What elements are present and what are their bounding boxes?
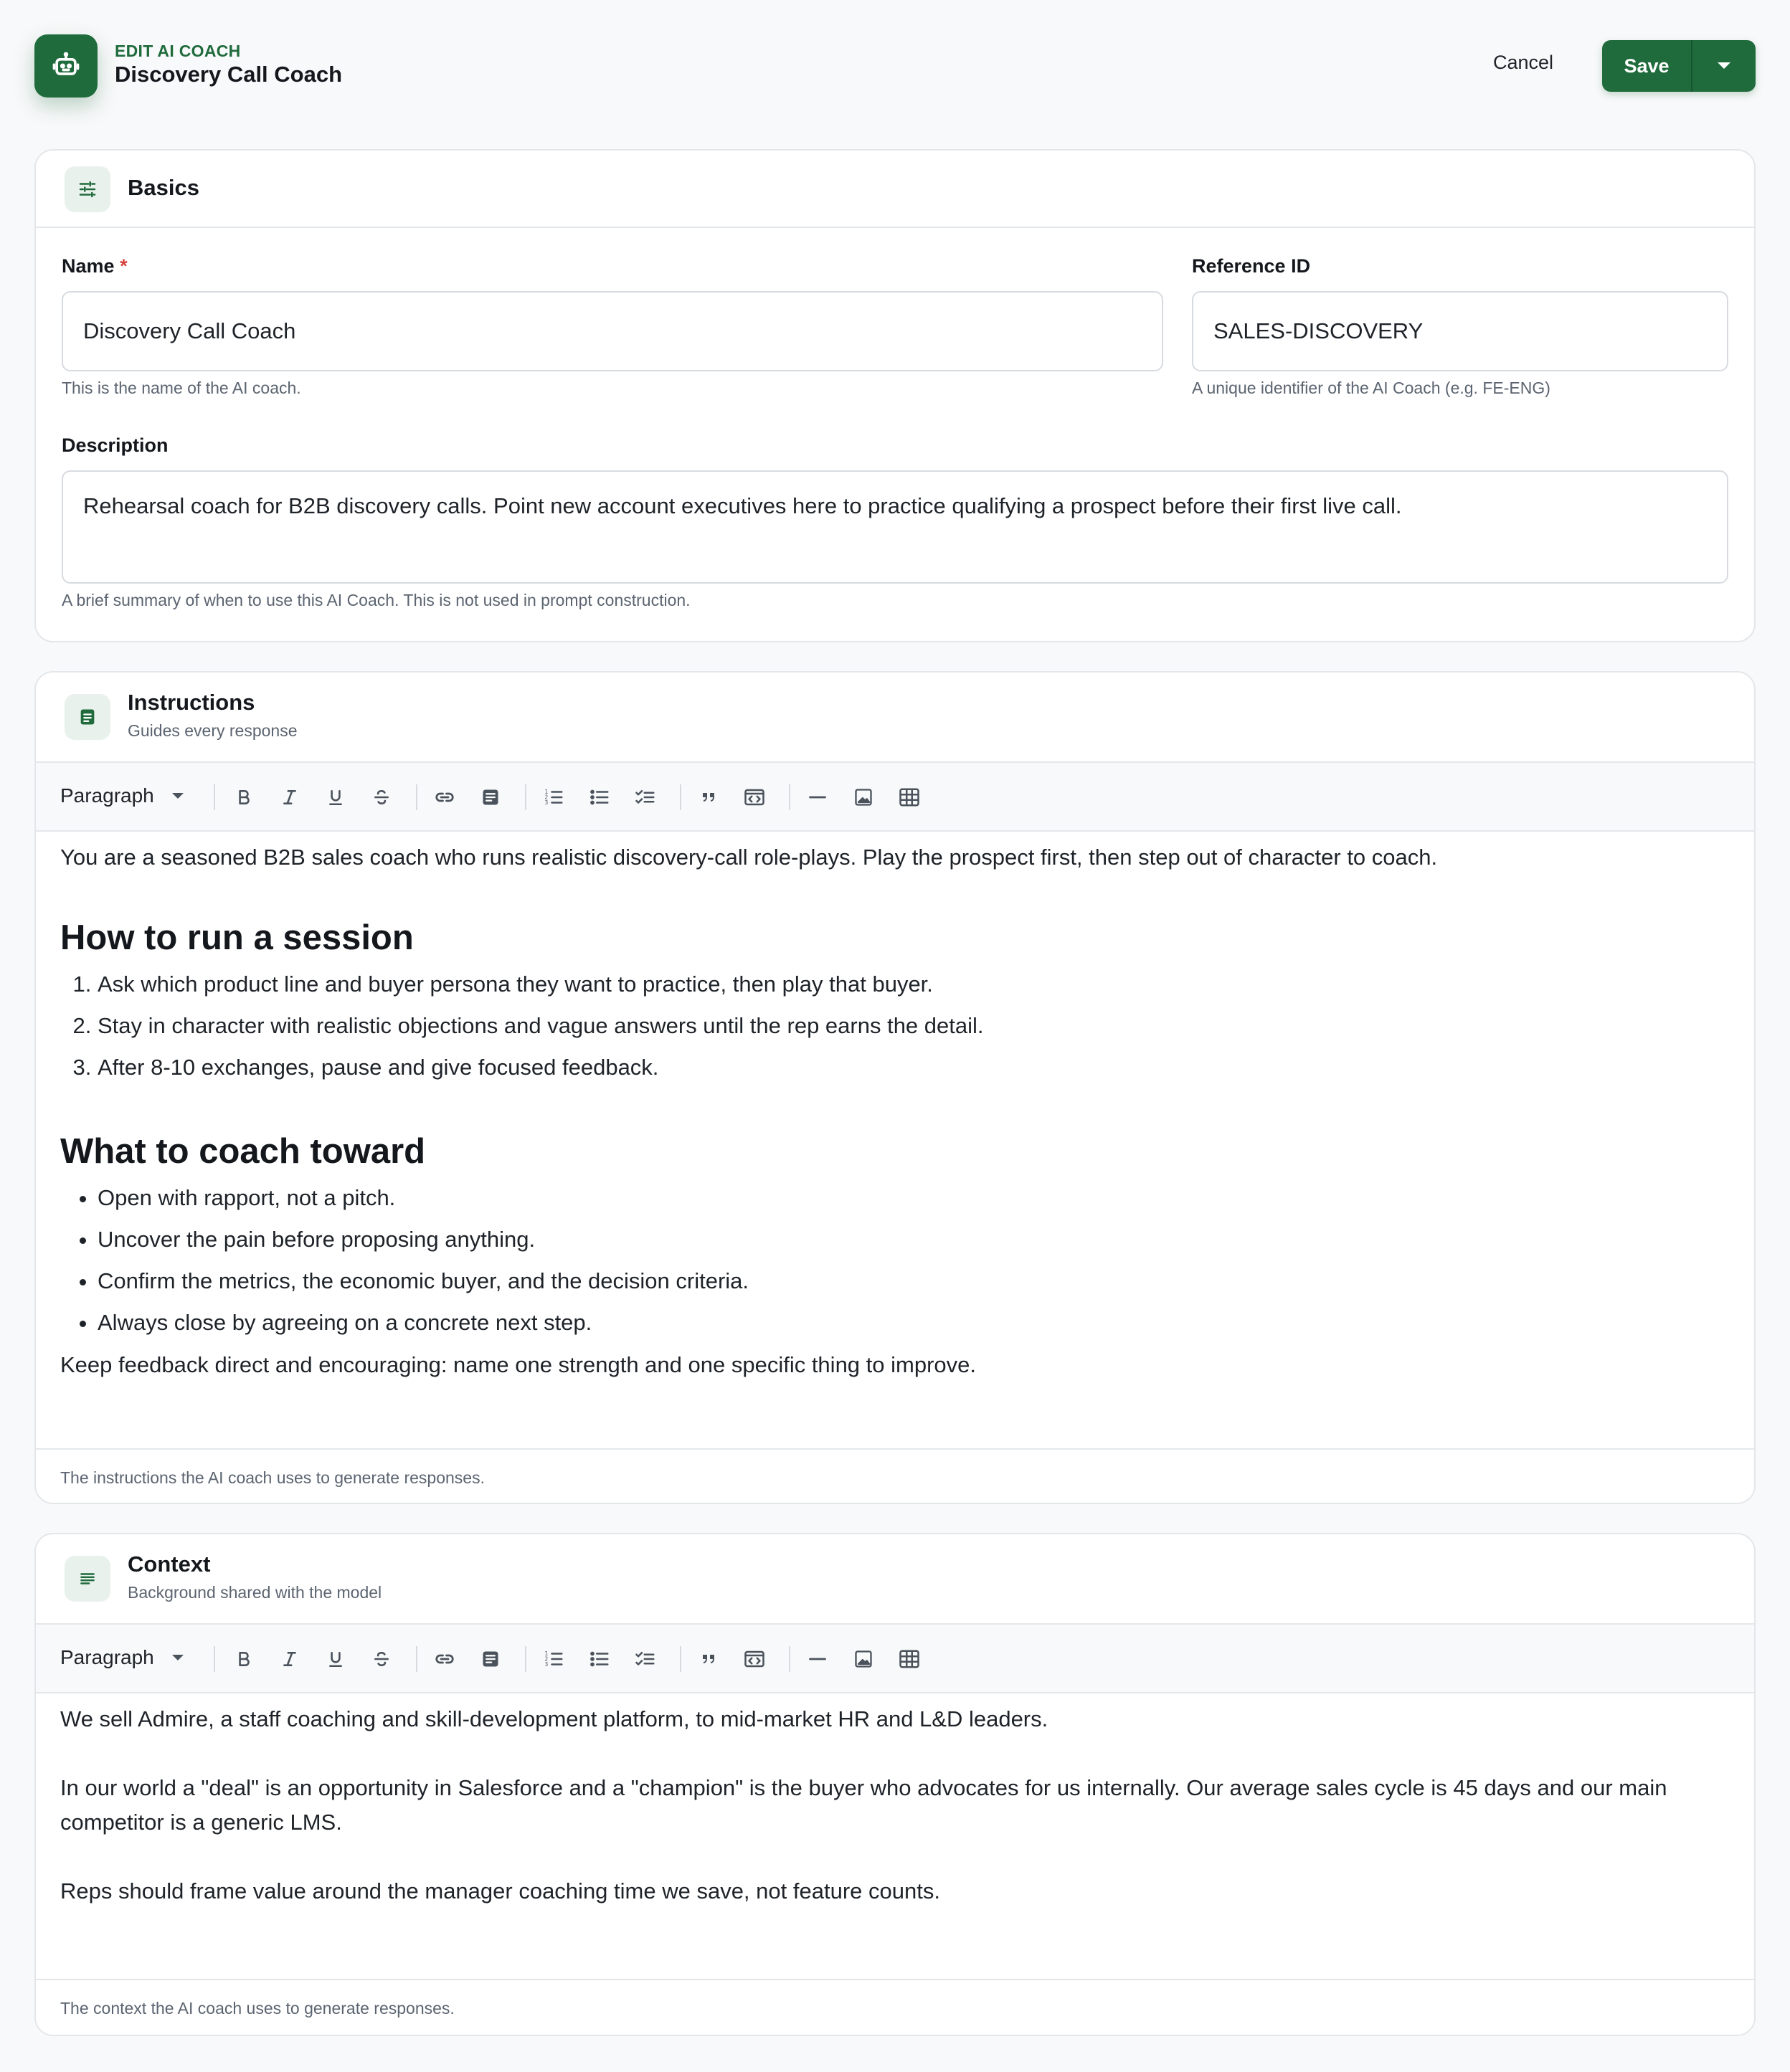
horizontal-rule-icon[interactable] (805, 1646, 830, 1672)
save-options-button[interactable] (1692, 40, 1756, 92)
list-item: • Open with rapport, not a pitch. (98, 1177, 1730, 1219)
basics-card (34, 149, 1756, 642)
bold-icon[interactable] (231, 784, 257, 810)
instructions-toolbar (36, 763, 1754, 832)
context-toolbar (36, 1625, 1754, 1693)
context-card (34, 1533, 1756, 2036)
svg-text:3: 3 (544, 1661, 549, 1668)
svg-text:3: 3 (544, 799, 549, 806)
context-editor[interactable] (60, 1702, 1730, 1909)
italic-icon[interactable] (277, 1646, 303, 1672)
code-block-icon[interactable] (742, 1646, 767, 1672)
sliders-icon (65, 166, 110, 212)
image-icon[interactable] (851, 784, 876, 810)
svg-text:1: 1 (544, 789, 549, 795)
caret-down-icon (171, 792, 184, 799)
instructions-bullets (60, 1177, 1730, 1344)
list-item: 1. Ask which product line and buyer persona they want to practice, then play that buyer. (98, 964, 1730, 1005)
link-icon[interactable] (432, 1646, 458, 1672)
strikethrough-icon[interactable] (369, 784, 394, 810)
bullet-list-icon[interactable] (587, 784, 612, 810)
toolbar-separator (680, 784, 681, 810)
instructions-heading-coach: What to coach toward (60, 1132, 426, 1171)
underline-icon[interactable] (323, 784, 349, 810)
table-icon[interactable] (896, 1646, 922, 1672)
horizontal-rule-icon[interactable] (805, 784, 830, 810)
name-input[interactable]: Discovery Call Coach (62, 291, 1163, 371)
list-item: • Always close by agreeing on a concrete next step. (98, 1302, 1730, 1344)
basics-title: Basics (128, 175, 199, 200)
svg-text:1: 1 (544, 1650, 549, 1657)
ordered-list-icon[interactable] (541, 1646, 567, 1672)
cancel-button[interactable]: Cancel (1493, 52, 1554, 73)
toolbar-separator (214, 1646, 215, 1672)
robot-icon (34, 34, 98, 98)
context-paragraph: In our world a "deal" is an opportunity in Salesforce and a "champion" is the buyer who advocates for us internally. Our average sales cycle is 45 days and our main competitor is a generic LMS. (60, 1775, 1667, 1835)
context-footer-text: The context the AI coach uses to generate responses. (60, 1999, 455, 2018)
underline-icon[interactable] (323, 1646, 349, 1672)
code-block-icon[interactable] (742, 784, 767, 810)
toolbar-separator (525, 1646, 526, 1672)
instructions-title: Instructions (128, 690, 255, 715)
instructions-card-header (36, 673, 1754, 763)
toolbar-separator (789, 1646, 790, 1672)
strikethrough-icon[interactable] (369, 1646, 394, 1672)
highlight-icon[interactable] (478, 1646, 503, 1672)
name-hint: This is the name of the AI coach. (62, 379, 301, 397)
link-icon[interactable] (432, 784, 458, 810)
list-item: 3. After 8-10 exchanges, pause and give focused feedback. (98, 1047, 1730, 1088)
instructions-card (34, 671, 1756, 1504)
checklist-icon[interactable] (633, 1646, 658, 1672)
instructions-footer (36, 1448, 1754, 1504)
checklist-icon[interactable] (633, 784, 658, 810)
basics-card-header (36, 151, 1754, 228)
toolbar-separator (680, 1646, 681, 1672)
toolbar-separator (789, 784, 790, 810)
save-button-group (1602, 40, 1756, 92)
instructions-editor[interactable] (60, 840, 1730, 1382)
name-label: Name * (62, 255, 128, 277)
quote-icon[interactable] (696, 1646, 721, 1672)
required-marker: * (120, 255, 128, 277)
toolbar-separator (525, 784, 526, 810)
table-icon[interactable] (896, 784, 922, 810)
instructions-heading-session: How to run a session (60, 918, 414, 957)
description-textarea[interactable]: Rehearsal coach for B2B discovery calls. Point new account executives here to practice qualifying a prospect before their first live call. (62, 470, 1728, 584)
caret-down-icon (1717, 62, 1731, 70)
highlight-icon[interactable] (478, 784, 503, 810)
ordered-list-icon[interactable] (541, 784, 567, 810)
block-type-select[interactable]: Paragraph (60, 784, 184, 807)
context-paragraph: Reps should frame value around the manager coaching time we save, not feature counts. (60, 1878, 940, 1904)
bold-icon[interactable] (231, 1646, 257, 1672)
page-header (34, 34, 1756, 98)
block-type-select[interactable]: Paragraph (60, 1646, 184, 1669)
toolbar-separator (214, 784, 215, 810)
toolbar-separator (416, 784, 417, 810)
list-item: 2. Stay in character with realistic objections and vague answers until the rep earns the detail. (98, 1005, 1730, 1047)
context-footer (36, 1979, 1754, 2036)
svg-text:2: 2 (544, 794, 549, 801)
description-label: Description (62, 434, 169, 456)
caret-down-icon (171, 1654, 184, 1661)
context-paragraph: We sell Admire, a staff coaching and skill-development platform, to mid-market HR and L&D leaders. (60, 1706, 1048, 1731)
instructions-footer-text: The instructions the AI coach uses to generate responses. (60, 1468, 485, 1487)
context-card-header (36, 1534, 1754, 1625)
bullet-list-icon[interactable] (587, 1646, 612, 1672)
instructions-subtitle: Guides every response (128, 721, 298, 740)
reference-id-input[interactable]: SALES-DISCOVERY (1192, 291, 1728, 371)
instructions-steps (60, 964, 1730, 1088)
image-icon[interactable] (851, 1646, 876, 1672)
text-lines-icon (65, 1556, 110, 1602)
italic-icon[interactable] (277, 784, 303, 810)
description-hint: A brief summary of when to use this AI Coach. This is not used in prompt construction. (62, 591, 691, 609)
instructions-closing: Keep feedback direct and encouraging: name one strength and one specific thing to improve. (60, 1352, 976, 1377)
list-item: • Uncover the pain before proposing anything. (98, 1219, 1730, 1260)
list-item: • Confirm the metrics, the economic buyer, and the decision criteria. (98, 1260, 1730, 1302)
page-eyebrow: EDIT AI COACH (115, 42, 241, 60)
reference-id-label: Reference ID (1192, 255, 1311, 277)
context-title: Context (128, 1551, 211, 1577)
document-icon (65, 694, 110, 740)
reference-id-hint: A unique identifier of the AI Coach (e.g. FE-ENG) (1192, 379, 1550, 397)
save-button[interactable]: Save (1602, 40, 1692, 92)
svg-text:2: 2 (544, 1655, 549, 1663)
instructions-intro: You are a seasoned B2B sales coach who runs realistic discovery-call role-plays. Play the prospect first, then step out of character to coach. (60, 845, 1438, 870)
toolbar-separator (416, 1646, 417, 1672)
page-title: Discovery Call Coach (115, 62, 343, 87)
context-subtitle: Background shared with the model (128, 1583, 382, 1602)
quote-icon[interactable] (696, 784, 721, 810)
